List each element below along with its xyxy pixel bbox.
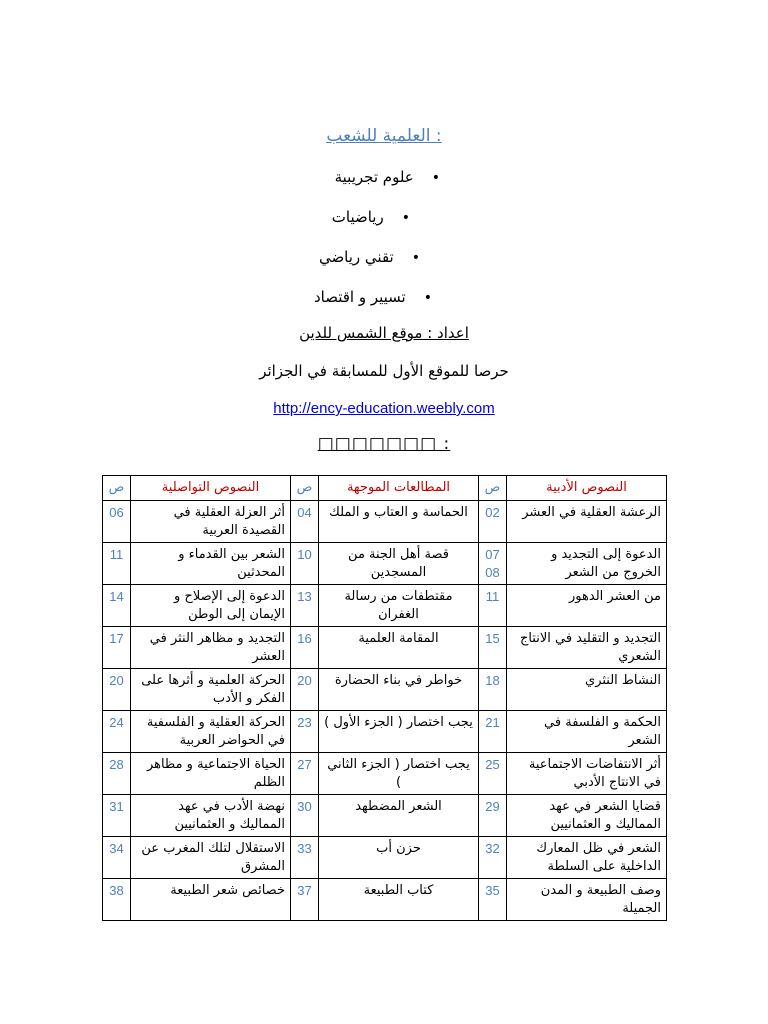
guided-reading-cell: قصة أهل الجنة من المسجدين	[319, 543, 479, 585]
page-number-cell: 34	[103, 837, 131, 879]
page-number-cell: 33	[291, 837, 319, 879]
page-number-cell: 02	[479, 501, 507, 543]
page-number-cell: 25	[479, 753, 507, 795]
communicative-text-cell: خصائص شعر الطبيعة	[131, 879, 291, 921]
page-number-cell: 20	[103, 669, 131, 711]
guided-reading-cell: الحماسة و العتاب و الملك	[319, 501, 479, 543]
bullet-item: •رياضيات	[331, 208, 410, 226]
page-number-cell: 18	[479, 669, 507, 711]
communicative-text-cell: الاستقلال لتلك المغرب عن المشرق	[131, 837, 291, 879]
section-heading-text: العلمية للشعب :	[326, 126, 442, 146]
table-row	[103, 837, 667, 879]
website-link-line	[0, 400, 768, 417]
col-communicative-texts-header: النصوص التواصلية	[131, 476, 291, 501]
communicative-text-cell: أثر العزلة العقلية في القصيدة العربية	[131, 501, 291, 543]
communicative-text-cell: الحركة العقلية و الفلسفية في الحواضر العربية	[131, 711, 291, 753]
table-row	[103, 879, 667, 921]
section-heading	[0, 126, 768, 146]
table-row	[103, 501, 667, 543]
page-number-cell: 31	[103, 795, 131, 837]
col-page-header: ص	[479, 476, 507, 501]
authors-line: اعداد : موقع الشمس للدين	[299, 324, 469, 342]
page-number-cell: 14	[103, 585, 131, 627]
contents-table	[102, 475, 667, 921]
contents-table-body	[103, 501, 667, 921]
bullet-dot-icon: •	[423, 290, 432, 306]
guided-reading-cell: مقتطفات من رسالة الغفران	[319, 585, 479, 627]
guided-reading-cell: الشعر المضطهد	[319, 795, 479, 837]
page-number-cell: 04	[291, 501, 319, 543]
literary-text-cell: قضايا الشعر في عهد المماليك و العثمانيين	[507, 795, 667, 837]
page-number-cell: 27	[291, 753, 319, 795]
page-number-cell: 11	[479, 585, 507, 627]
contents-title: □□□□□□□ :	[317, 434, 451, 454]
page-number-cell: 21	[479, 711, 507, 753]
page-number-cell: 17	[103, 627, 131, 669]
guided-reading-cell: يجب اختصار ( الجزء الثاني )	[319, 753, 479, 795]
communicative-text-cell: التجديد و مظاهر النثر في العشر	[131, 627, 291, 669]
page-number-cell: 35	[479, 879, 507, 921]
communicative-text-cell: الدعوة إلى الإصلاح و الإيمان إلى الوطن	[131, 585, 291, 627]
literary-text-cell: أثر الانتفاضات الاجتماعية في الانتاج الأدبي	[507, 753, 667, 795]
table-row	[103, 711, 667, 753]
page-number-cell: 30	[291, 795, 319, 837]
page-number-cell: 29	[479, 795, 507, 837]
page-number-cell: 28	[103, 753, 131, 795]
literary-text-cell: من العشر الدهور	[507, 585, 667, 627]
communicative-text-cell: الحركة العلمية و أثرها على الفكر و الأدب	[131, 669, 291, 711]
literary-text-cell: الشعر في ظل المعارك الداخلية على السلطة	[507, 837, 667, 879]
bullet-dot-icon: •	[411, 250, 420, 266]
communicative-text-cell: نهضة الأدب في عهد المماليك و العثمانيين	[131, 795, 291, 837]
literary-text-cell: الرعشة العقلية في العشر	[507, 501, 667, 543]
page-number-cell: 11	[103, 543, 131, 585]
website-link[interactable]: http://ency-education.weebly.com	[273, 400, 495, 417]
guided-reading-cell: حزن أب	[319, 837, 479, 879]
page-number-cell: 13	[291, 585, 319, 627]
communicative-text-cell: الحياة الاجتماعية و مظاهر الظلم	[131, 753, 291, 795]
guided-reading-cell: المقامة العلمية	[319, 627, 479, 669]
table-row	[103, 795, 667, 837]
col-guided-readings-header: المطالعات الموجهة	[319, 476, 479, 501]
page-number-cell: 10	[291, 543, 319, 585]
col-literary-texts-header: النصوص الأدبية	[507, 476, 667, 501]
col-page-header: ص	[103, 476, 131, 501]
bullet-dot-icon: •	[431, 170, 440, 186]
page-number-cell: 23	[291, 711, 319, 753]
page-number-cell: 38	[103, 879, 131, 921]
bullet-item: •علوم تجريبية	[334, 168, 440, 186]
page-number-cell: 15	[479, 627, 507, 669]
guided-reading-cell: كتاب الطبيعة	[319, 879, 479, 921]
literary-text-cell: الحكمة و الفلسفة في الشعر	[507, 711, 667, 753]
guided-reading-cell: يجب اختصار ( الجزء الأول )	[319, 711, 479, 753]
bullet-dot-icon: •	[401, 210, 410, 226]
page-number-cell: 20	[291, 669, 319, 711]
literary-text-cell: الدعوة إلى التجديد و الخروج من الشعر	[507, 543, 667, 585]
table-row	[103, 753, 667, 795]
table-row	[103, 627, 667, 669]
page-number-cell: 32	[479, 837, 507, 879]
table-row	[103, 669, 667, 711]
col-page-header: ص	[291, 476, 319, 501]
communicative-text-cell: الشعر بين القدماء و المحدثين	[131, 543, 291, 585]
bullet-item: •تسيير و اقتصاد	[313, 288, 432, 306]
table-header-row	[103, 476, 667, 501]
page-number-cell: 06	[103, 501, 131, 543]
literary-text-cell: النشاط النثري	[507, 669, 667, 711]
table-row	[103, 585, 667, 627]
table-row	[103, 543, 667, 585]
literary-text-cell: وصف الطبيعة و المدن الجميلة	[507, 879, 667, 921]
guided-reading-cell: خواطر في بناء الحضارة	[319, 669, 479, 711]
subtitle-line: حرصا للموقع الأول للمسابقة في الجزائر	[259, 362, 509, 380]
page-number-cell: 16	[291, 627, 319, 669]
page-number-cell: 07 08	[479, 543, 507, 585]
page-number-cell: 24	[103, 711, 131, 753]
bullet-item: •تقني رياضي	[318, 248, 420, 266]
page-number-cell: 37	[291, 879, 319, 921]
literary-text-cell: التجديد و التقليد في الانتاج الشعري	[507, 627, 667, 669]
